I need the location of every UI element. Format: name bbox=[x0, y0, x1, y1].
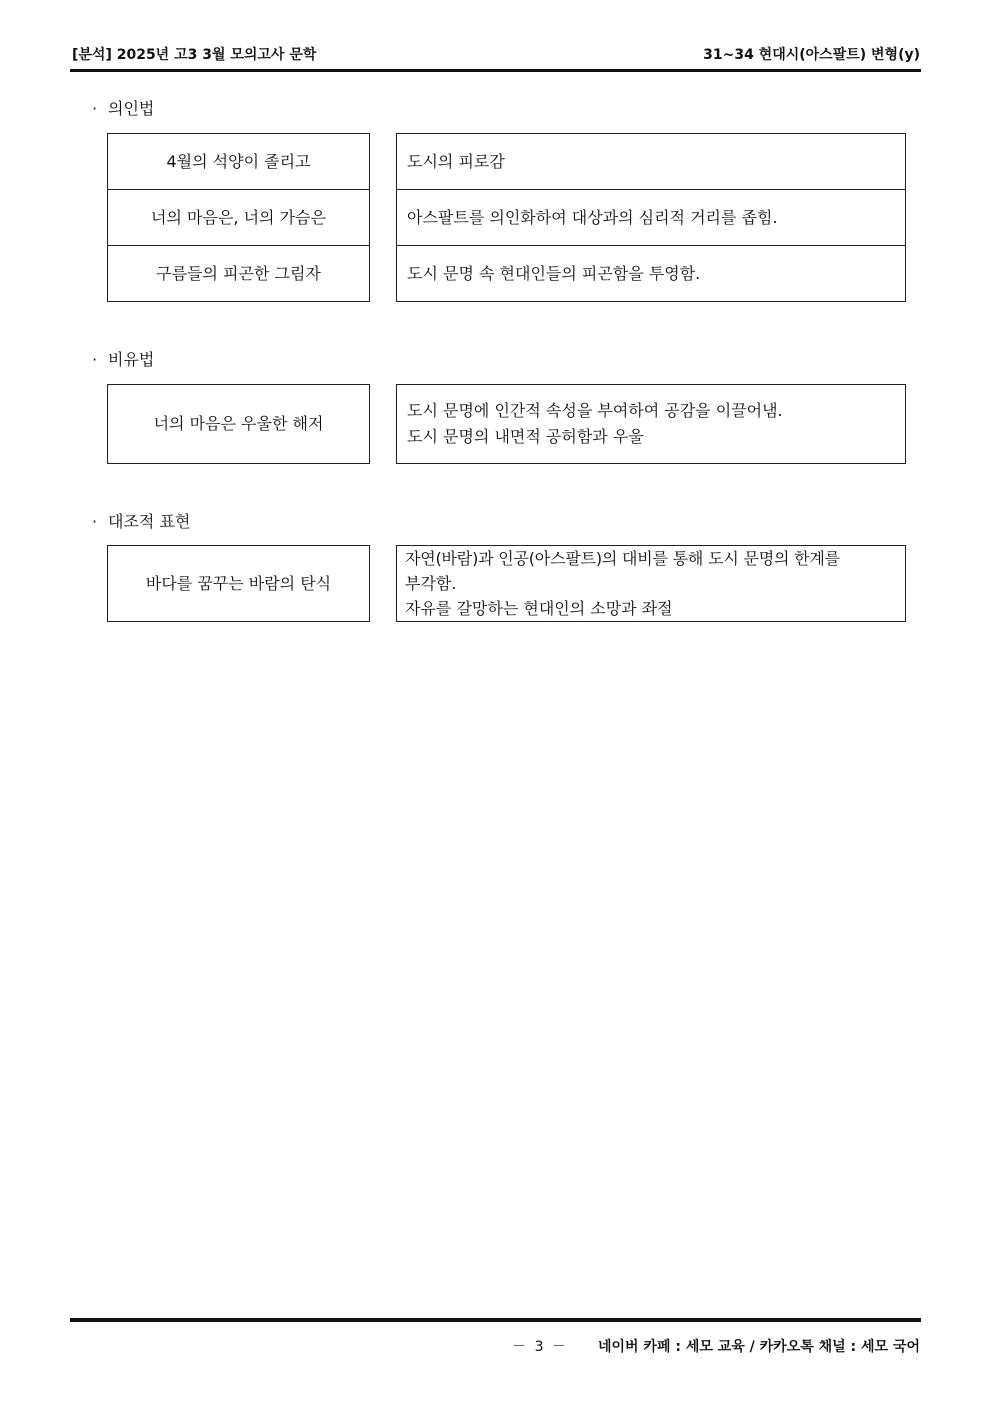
explanation-line: 도시 문명에 인간적 속성을 부여하여 공감을 이끌어냄. bbox=[407, 401, 783, 420]
personification-table bbox=[107, 133, 906, 302]
header-title-right: 31~34 현대시(아스팔트) 변형(y) bbox=[703, 47, 920, 63]
quote-cell: 바다를 꿈꾸는 바람의 탄식 bbox=[108, 546, 370, 622]
quote-cell: 4월의 석양이 졸리고 bbox=[108, 134, 370, 190]
table-row bbox=[108, 246, 906, 302]
explanation-line: 도시 문명의 내면적 공허함과 우울 bbox=[407, 427, 644, 446]
contrast-table bbox=[107, 545, 906, 622]
explanation-cell bbox=[397, 385, 906, 464]
footer-text: 네이버 카페 : 세모 교육 / 카카오톡 채널 : 세모 국어 bbox=[597, 1339, 920, 1355]
table-row bbox=[108, 190, 906, 246]
explanation-line: 부각함. bbox=[405, 574, 457, 593]
footer-rule bbox=[70, 1318, 921, 1322]
explanation-cell bbox=[397, 546, 906, 622]
quote-cell: 너의 마음은 우울한 해저 bbox=[108, 385, 370, 464]
page-number: － 3 － bbox=[512, 1339, 568, 1355]
explanation-cell: 아스팔트를 의인화하여 대상과의 심리적 거리를 좁힘. bbox=[397, 190, 906, 246]
quote-cell: 구름들의 피곤한 그림자 bbox=[108, 246, 370, 302]
table-row bbox=[108, 546, 906, 622]
table-row bbox=[108, 134, 906, 190]
explanation-line: 자연(바람)과 인공(아스팔트)의 대비를 통해 도시 문명의 한계를 bbox=[405, 549, 840, 568]
explanation-cell: 도시 문명 속 현대인들의 피곤함을 투영함. bbox=[397, 246, 906, 302]
explanation-line: 자유를 갈망하는 현대인의 소망과 좌절 bbox=[405, 599, 673, 618]
header-rule bbox=[70, 69, 921, 72]
metaphor-table bbox=[107, 384, 906, 464]
table-row bbox=[108, 385, 906, 464]
footer bbox=[512, 1336, 920, 1356]
quote-cell: 너의 마음은, 너의 가슴은 bbox=[108, 190, 370, 246]
section-title-contrast: · 대조적 표현 bbox=[92, 512, 191, 531]
header-title-left: [분석] 2025년 고3 3월 모의고사 문학 bbox=[72, 47, 317, 63]
section-title-personification: · 의인법 bbox=[92, 99, 155, 118]
explanation-cell: 도시의 피로감 bbox=[397, 134, 906, 190]
section-title-metaphor: · 비유법 bbox=[92, 350, 155, 369]
